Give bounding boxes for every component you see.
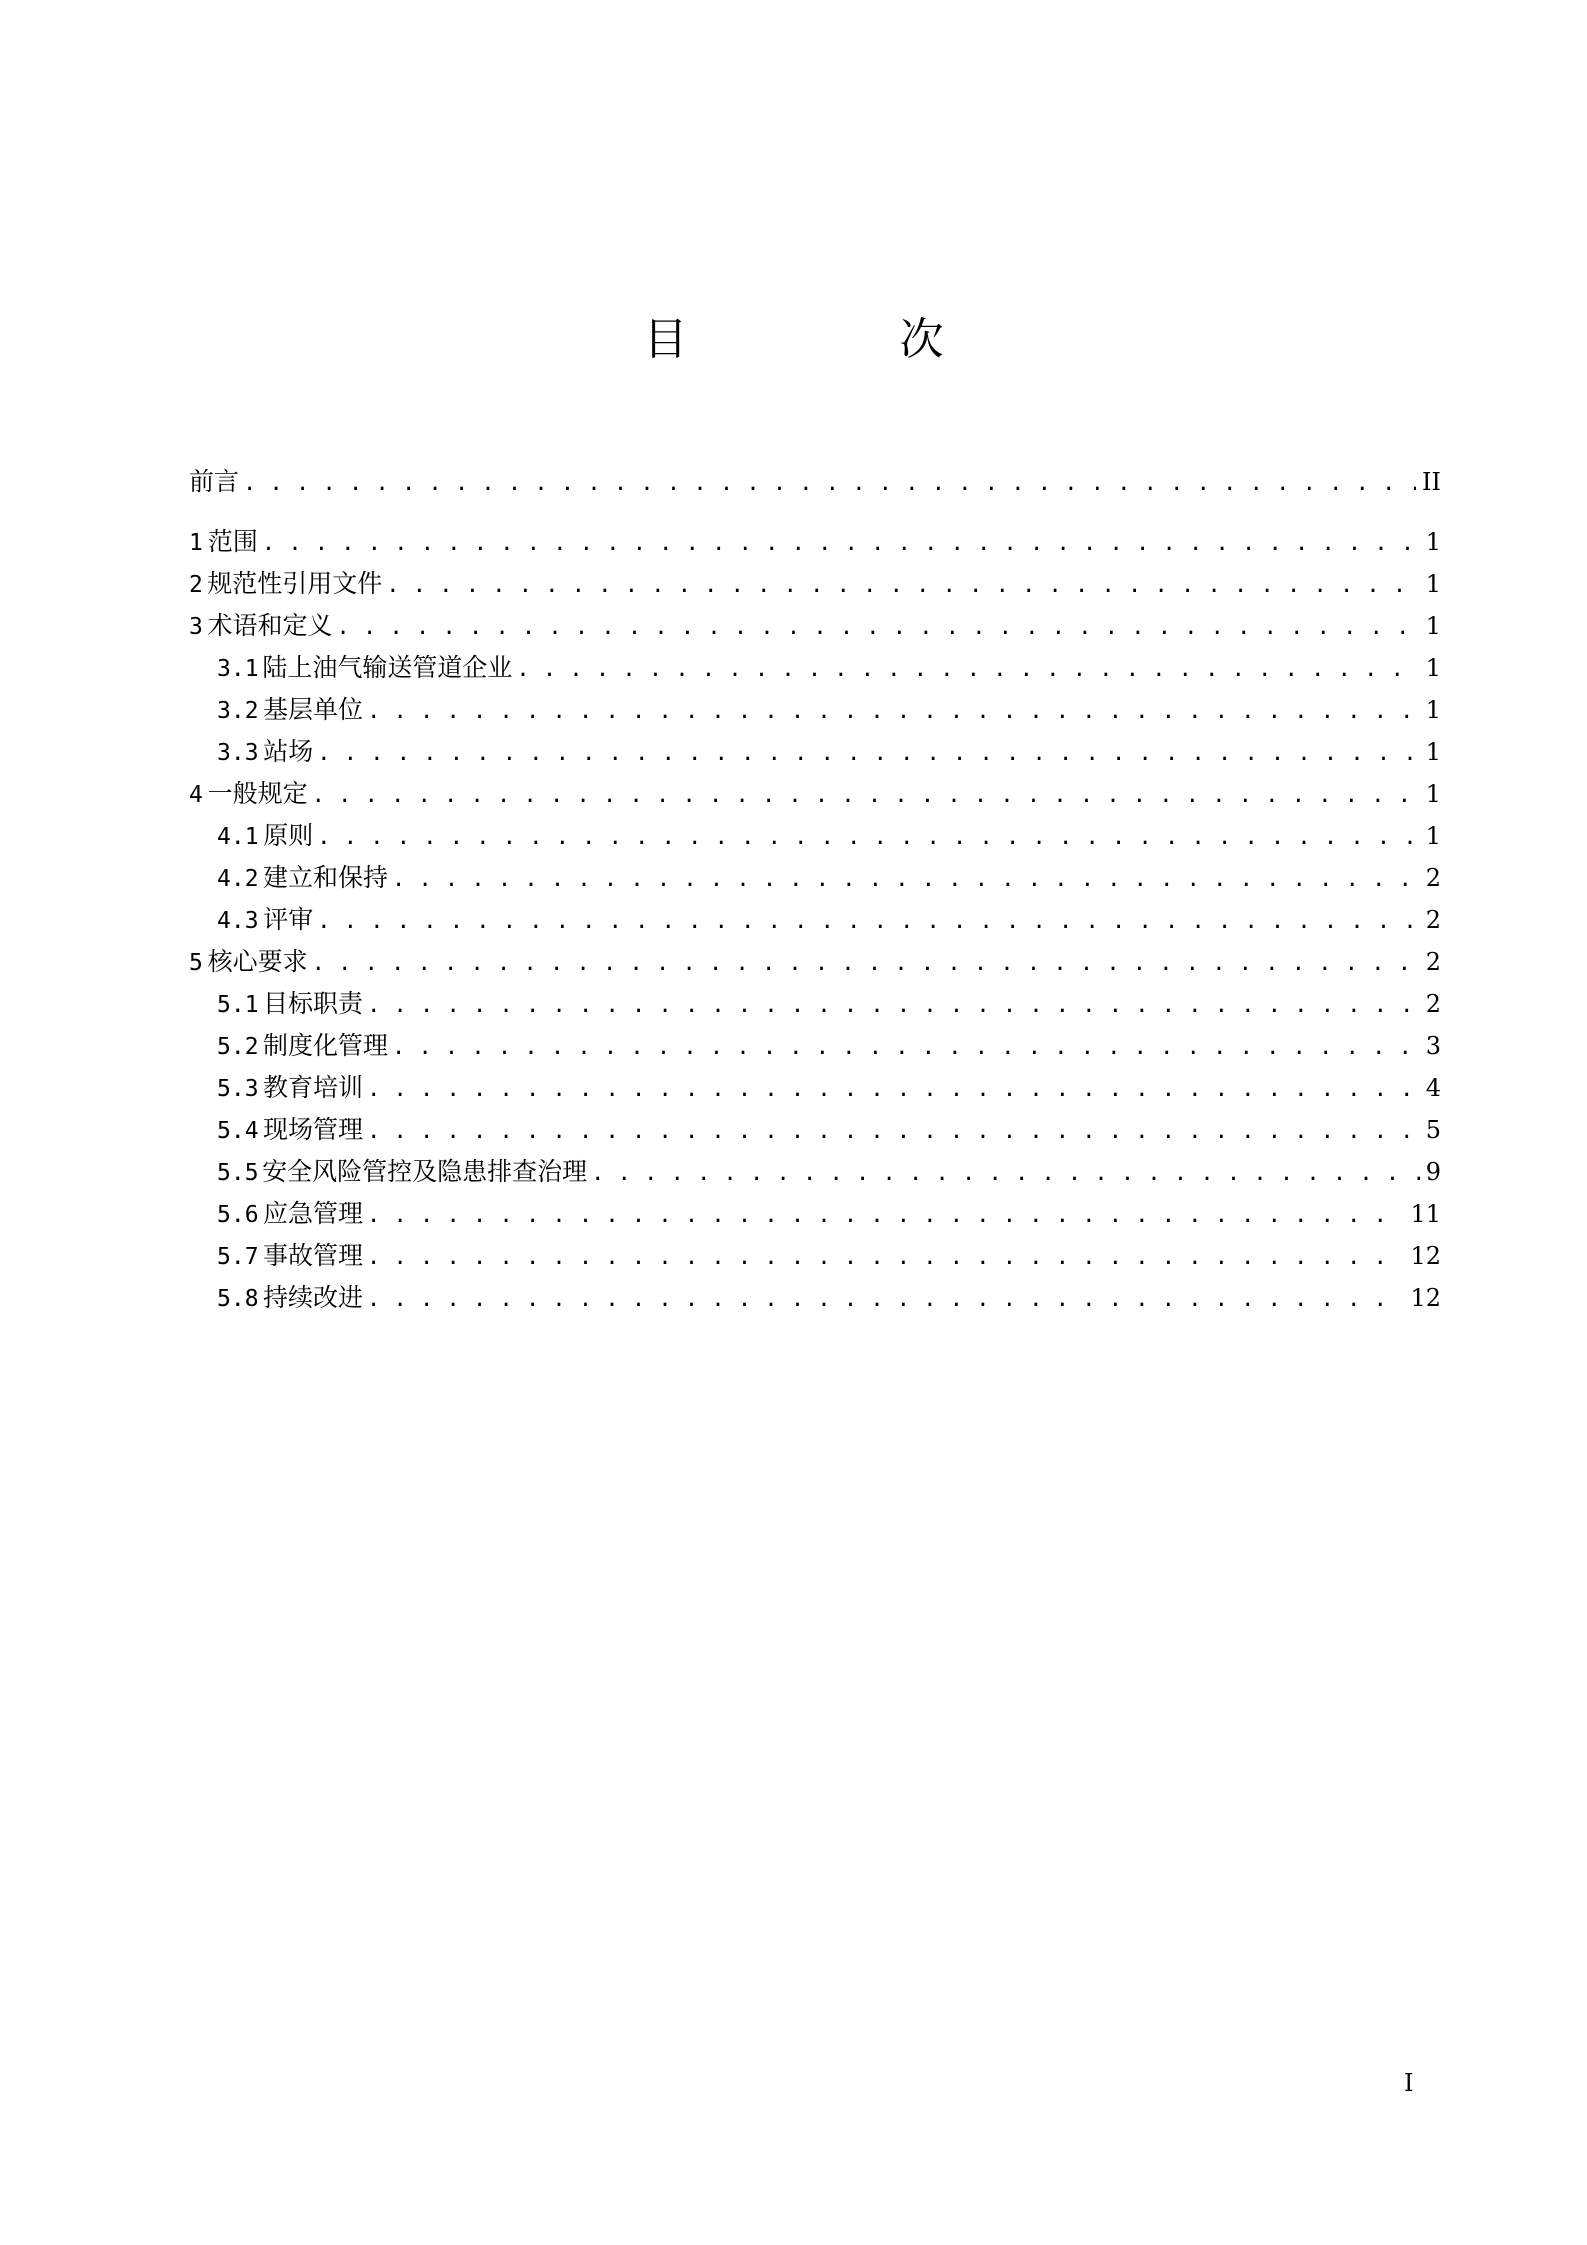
toc-leader-dots [262,523,1420,565]
toc-entry-page: 12 [1410,1242,1441,1270]
toc-leader-dots [317,733,1419,775]
toc-entry-page: 3 [1425,1032,1441,1060]
toc-entry-label: 教育培训 [263,1073,364,1102]
toc-leader-dots [367,691,1420,733]
toc-entry[interactable] [189,815,1441,857]
toc-entry-page: 1 [1425,654,1441,682]
toc-entry-page: 1 [1425,822,1441,850]
toc-entry[interactable] [189,773,1441,815]
toc-entry-number: 5.2 [217,1034,259,1060]
toc-entry[interactable] [189,1025,1441,1067]
toc-entry-page: 12 [1410,1284,1441,1312]
toc-leader-dots [367,1279,1404,1321]
toc-entry-label: 制度化管理 [262,1031,388,1060]
toc-entry-label: 陆上油气输送管道企业 [262,653,513,682]
toc-entry-number: 3.1 [217,656,259,682]
toc-entry-number: 4.2 [217,866,259,892]
toc-entry[interactable] [189,1193,1441,1235]
toc-entry-number: 5.8 [217,1286,259,1312]
toc-leader-dots [367,1069,1420,1111]
toc-entry-label: 应急管理 [262,1199,363,1228]
toc-leader-dots [591,1153,1420,1195]
toc-leader-dots [367,1195,1404,1237]
toc-entry-number: 5.7 [217,1244,259,1270]
toc-entry[interactable] [189,1109,1441,1151]
toc-entry-number: 2 [189,572,203,598]
toc-leader-dots [337,607,1420,649]
toc-entry[interactable] [189,605,1441,647]
toc-leader-dots [392,859,1420,901]
toc-entry-number: 5.5 [217,1160,259,1186]
toc-entry-page: 1 [1425,780,1441,808]
toc-entry[interactable] [189,1235,1441,1277]
toc-entry[interactable] [189,1067,1441,1109]
toc-entry[interactable] [189,983,1441,1025]
toc-entry-label: 前言 [189,467,240,496]
toc-entry[interactable] [189,899,1441,941]
toc-entry-page: 11 [1410,1200,1441,1228]
toc-entry-label: 核心要求 [207,947,308,976]
toc-entry-label: 建立和保持 [262,863,388,892]
toc-leader-dots [312,943,1420,985]
toc-entry-page: 2 [1425,864,1441,892]
toc-entry-number: 4 [189,782,203,808]
toc-entry-page: 4 [1425,1074,1441,1102]
table-of-contents [189,461,1441,1319]
toc-leader-dots [516,649,1419,691]
toc-entry-label: 评审 [263,905,314,934]
toc-entry[interactable] [189,461,1441,521]
toc-leader-dots [317,817,1419,859]
toc-entry-label: 基层单位 [263,695,364,724]
toc-entry-label: 站场 [263,737,314,766]
page-title: 目 次 [643,314,1028,365]
toc-entry[interactable] [189,731,1441,773]
toc-entry[interactable] [189,521,1441,563]
toc-entry-page: 2 [1425,948,1441,976]
toc-entry-label: 术语和定义 [207,611,333,640]
toc-entry-number: 3.3 [217,740,259,766]
toc-entry-page: 2 [1425,990,1441,1018]
toc-entry-number: 5 [189,950,203,976]
toc-entry-page: 1 [1425,528,1441,556]
toc-leader-dots [367,1111,1420,1153]
toc-entry[interactable] [189,1151,1441,1193]
toc-entry-page: 5 [1425,1116,1441,1144]
toc-entry[interactable] [189,689,1441,731]
toc-entry[interactable] [189,647,1441,689]
toc-entry-page: 2 [1425,906,1441,934]
toc-entry-number: 5.1 [217,992,259,1018]
toc-leader-dots [386,565,1419,607]
toc-entry[interactable] [189,857,1441,899]
toc-entry-page: 1 [1425,696,1441,724]
toc-leader-dots [367,1237,1404,1279]
toc-entry-label: 范围 [207,527,258,556]
toc-entry-label: 规范性引用文件 [207,569,383,598]
toc-entry[interactable] [189,941,1441,983]
page-number: I [1404,2069,1414,2097]
toc-entry-page: 1 [1425,570,1441,598]
toc-entry-number: 4.1 [217,824,259,850]
toc-leader-dots [367,985,1420,1027]
toc-entry-number: 5.3 [217,1076,259,1102]
toc-entry-page: 1 [1425,738,1441,766]
toc-entry-label: 安全风险管控及隐患排查治理 [262,1157,588,1186]
toc-entry-number: 3.2 [217,698,259,724]
toc-entry-number: 3 [189,614,203,640]
toc-entry-label: 原则 [263,821,314,850]
toc-entry-label: 目标职责 [263,989,364,1018]
toc-entry-number: 4.3 [217,908,259,934]
toc-entry-page: 9 [1425,1158,1441,1186]
toc-entry-label: 事故管理 [262,1241,363,1270]
toc-entry-page: II [1422,468,1441,496]
toc-leader-dots [392,1027,1420,1069]
toc-entry-label: 一般规定 [207,779,308,808]
toc-entry[interactable] [189,1277,1441,1319]
toc-entry-number: 5.6 [217,1202,259,1228]
toc-leader-dots [317,901,1419,943]
toc-entry-page: 1 [1425,612,1441,640]
toc-entry-number: 1 [189,530,203,556]
toc-entry-number: 5.4 [217,1118,259,1144]
toc-leader-dots [312,775,1420,817]
toc-leader-dots [243,463,1416,505]
toc-entry-label: 持续改进 [262,1283,363,1312]
toc-entry-label: 现场管理 [263,1115,364,1144]
toc-entry[interactable] [189,563,1441,605]
